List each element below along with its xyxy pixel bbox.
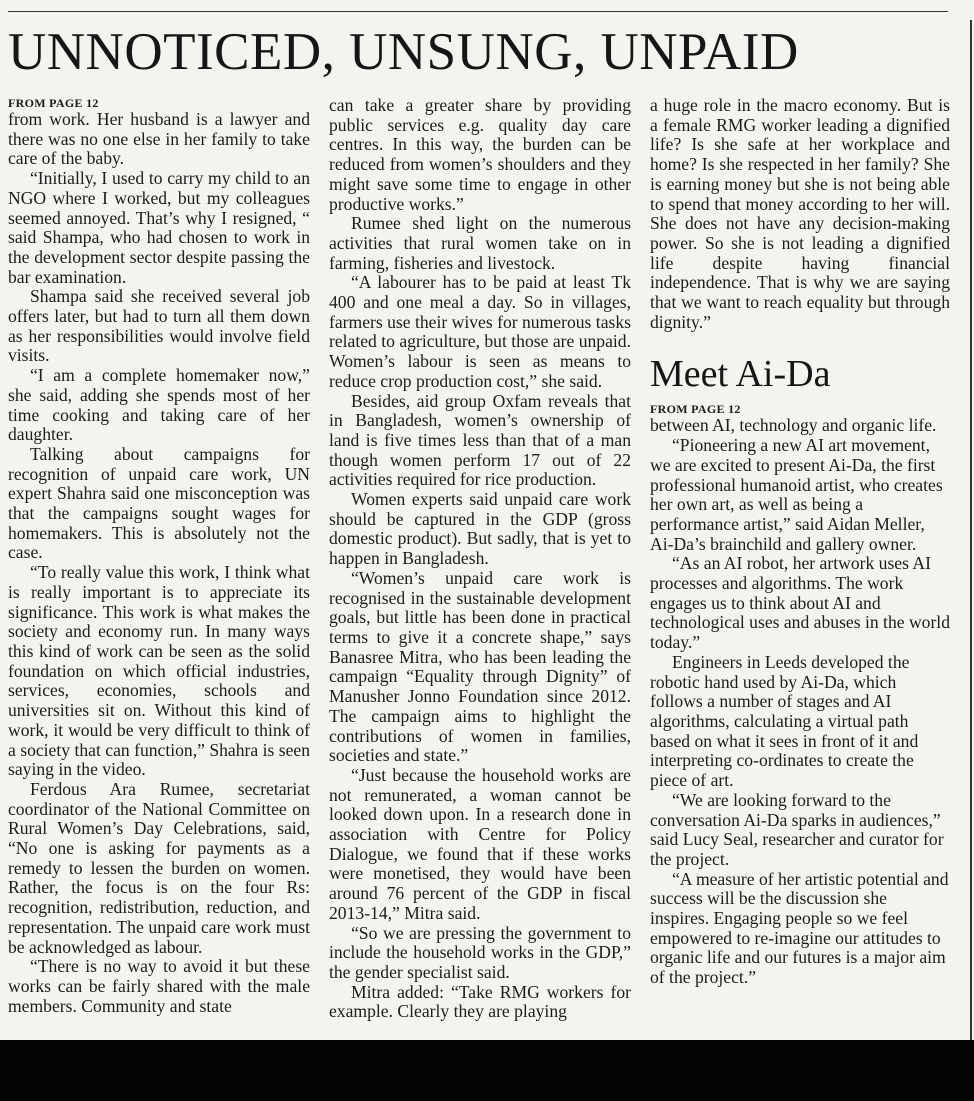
headline: UNNOTICED, UNSUNG, UNPAID xyxy=(8,23,799,81)
paragraph: Besides, aid group Oxfam reveals that in Bangladesh, women’s ownership of land is five times less than that of a man though women perform 17 out of 22 activities required for rice production. xyxy=(329,390,631,490)
paragraph: Shampa said she received several job offers later, but had to turn all them down as her responsibilities would involve field visits. xyxy=(8,286,310,366)
paragraph: Mitra added: “Take RMG workers for example. Clearly they are playing xyxy=(329,981,631,1022)
paragraph: “So we are pressing the government to include the household works in the GDP,” the gender specialist said. xyxy=(329,922,631,982)
article-2-title: Meet Ai-Da xyxy=(650,353,831,396)
paragraph: Rumee shed light on the numerous activities that rural women take on in farming, fisheries and livestock. xyxy=(329,213,631,273)
continued-from-label: FROM PAGE 12 xyxy=(8,96,99,110)
paragraph: a huge role in the macro economy. But is a female RMG worker leading a dignified life? Is she safe at her workplace and home? Is she respected in her family? She is earning money but she is not being able to spend that money according to her will. She does not have any decision-making power. So she is not leading a dignified life despite having financial independence. That is why we are saying that we want to reach equality but through dignity.” xyxy=(650,95,950,332)
top-rule xyxy=(8,11,948,12)
paragraph: “Initially, I used to carry my child to an NGO where I worked, but my colleagues seemed annoyed. That’s why I resigned, “ said Shampa, who had chosen to work in the development sector despite passing the bar examination. xyxy=(8,168,310,287)
paragraph: Talking about campaigns for recognition of unpaid care work, UN expert Shahra said one misconception was that the campaigns sought wages for homemakers. This is absolutely not the case. xyxy=(8,443,310,563)
paragraph: “Just because the household works are not remunerated, a woman cannot be looked down upon. In a research done in association with Centre for Policy Dialogue, we found that if these works were monetised, they would have been around 76 percent of the GDP in fiscal 2013-14,” Mitra said. xyxy=(329,764,631,923)
column-divider xyxy=(970,20,972,1040)
adjacent-column-fragment xyxy=(962,0,974,1040)
paragraph: can take a greater share by providing public services e.g. quality day care centres. In this way, the burden can be reduced from women’s shoulders and they might save some time to engage in other productive works.” xyxy=(329,95,631,214)
article-column-2 xyxy=(329,96,631,1022)
paragraph: Ferdous Ara Rumee, secretariat coordinator of the National Committee on Rural Women’s Day Celebrations, said, “No one is asking for payments as a remedy to lessen the burden on women. Rather, the focus is on the four Rs: recognition, redistribution, reduction, and representation. The unpaid care work must be acknowledged as labour. xyxy=(8,778,310,957)
paragraph: Engineers in Leeds developed the robotic hand used by Ai-Da, which follows a number of stages and AI algorithms, calculating a virtual path based on what it sees in front of it and interpreting co-ordinates to create the piece of art. xyxy=(650,651,919,791)
article-column-1 xyxy=(8,96,310,1016)
paragraph: “To really value this work, I think what is really important is to appreciate its significance. This work is what makes the society and economy run. In many ways this kind of work can be seen as the solid foundation on which official industries, services, economies, schools and universities sit on. Without this kind of work, it would be very difficult to think of a society that can function,” Shahra is seen saying in the video. xyxy=(8,562,310,780)
continued-from-label: FROM PAGE 12 xyxy=(650,402,741,417)
paragraph: “Women’s unpaid care work is recognised in the sustainable development goals, but little has been done in practical terms to give it a concrete shape,” says Banasree Mitra, who has been leading the campaign “Equality through Dignity” of Manusher Jonno Foundation since 2012. The campaign aims to highlight the contributions of women in families, societies and state.” xyxy=(329,567,631,766)
paragraph: “There is no way to avoid it but these works can be fairly shared with the male members. Community and state xyxy=(8,956,310,1016)
paragraph: from work. Her husband is a lawyer and there was no one else in her family to take care of the baby. xyxy=(8,109,310,169)
paragraph: “We are looking forward to the conversation Ai-Da sparks in audiences,” said Lucy Seal, researcher and curator for the project. xyxy=(650,789,944,869)
paragraph: “I am a complete homemaker now,” she said, adding she spends most of her time cooking and taking care of her daughter. xyxy=(8,365,310,445)
paragraph: “Pioneering a new AI art movement, we are excited to present Ai-Da, the first professional humanoid artist, who creates her own art, as well as being a performance artist,” said Aidan Meller, Ai-Da’s brainchild and gallery owner. xyxy=(650,435,943,554)
paragraph: “A labourer has to be paid at least Tk 400 and one meal a day. So in villages, farmers use their wives for numerous tasks related to agriculture, but those are unpaid. Women’s labour is seen as means to reduce crop production cost,” she said. xyxy=(329,272,631,391)
paragraph: “As an AI robot, her artwork uses AI processes and algorithms. The work engages us to think about AI and technological uses and abuses in the world today.” xyxy=(650,553,950,653)
scan-bottom-band xyxy=(0,1040,974,1101)
paragraph: “A measure of her artistic potential and success will be the discussion she inspires. Engaging people so we feel empowered to re-imagine our attitudes to organic life and our futures is a major aim of the project.” xyxy=(650,868,949,988)
paragraph: between AI, technology and organic life. xyxy=(650,415,937,436)
paragraph: Women experts said unpaid care work should be captured in the GDP (gross domestic product). But sadly, that is yet to happen in Bangladesh. xyxy=(329,489,631,569)
article-column-3 xyxy=(650,96,950,988)
